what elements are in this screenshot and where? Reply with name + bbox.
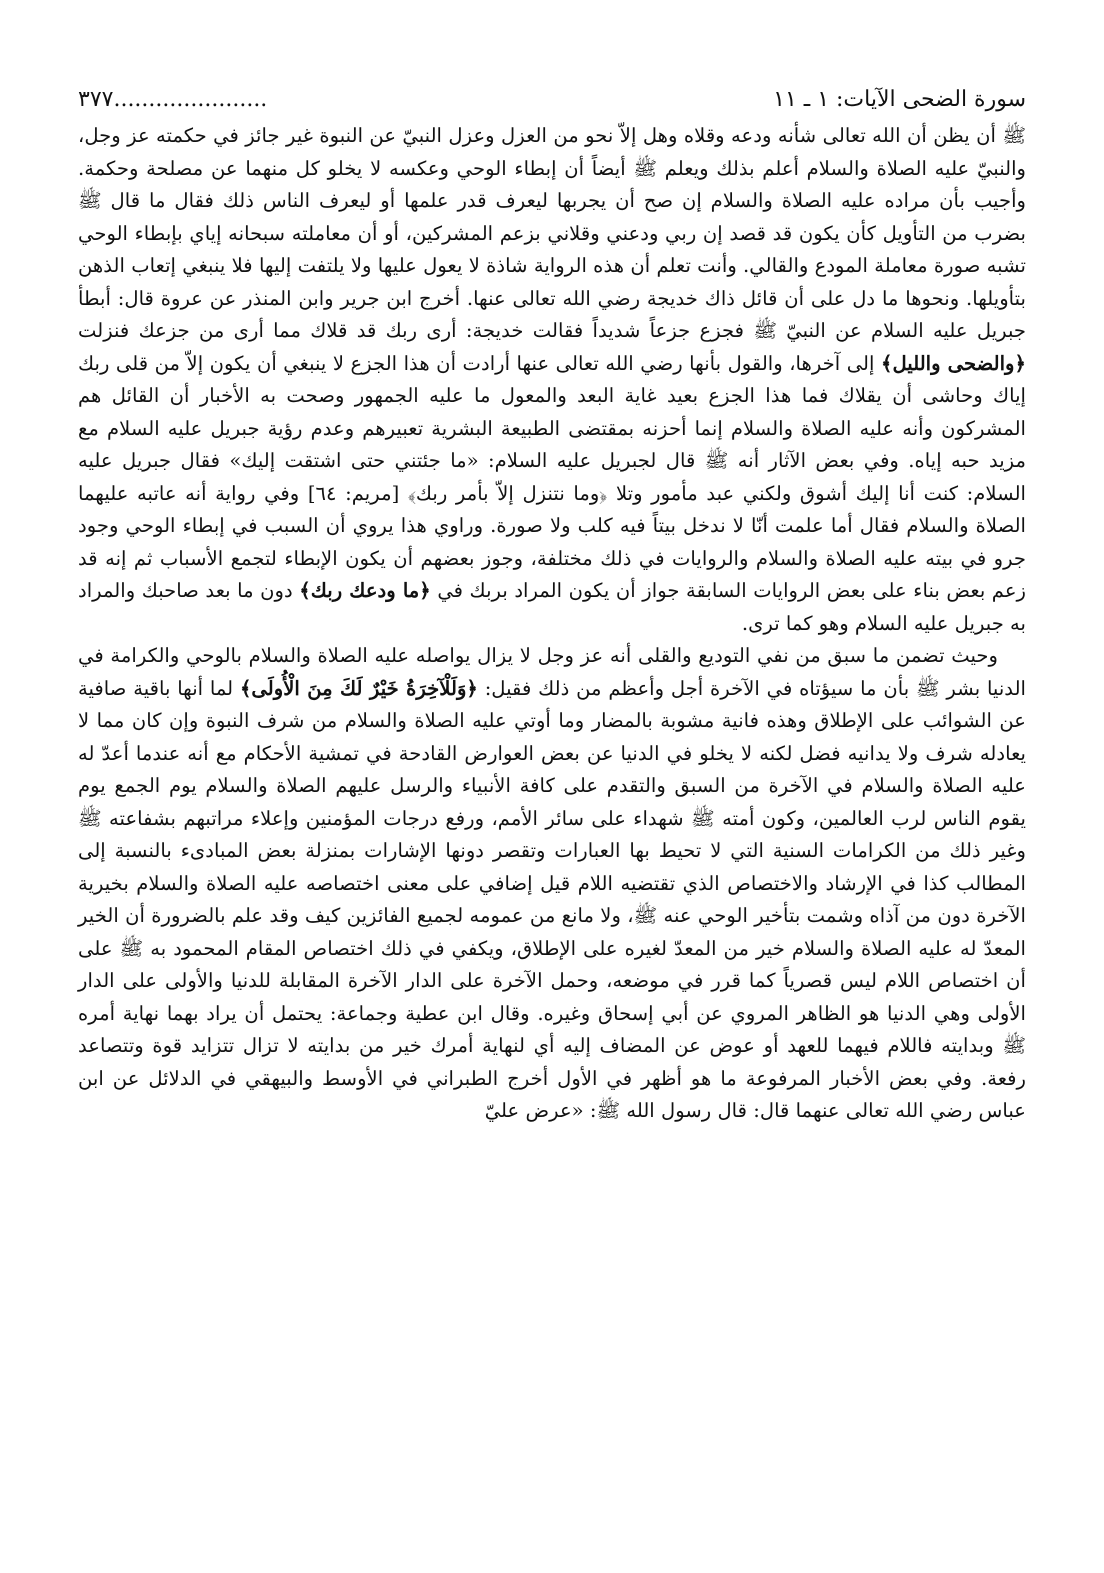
quran-quote: ﴿وما نتنزل إلاّ بأمر ربك﴾ (407, 481, 608, 505)
text-segment: دون ما بعد صاحبك والمراد به جبريل عليه السلام وهو كما ترى. (78, 579, 1026, 635)
body-text (78, 120, 1026, 1128)
quran-quote: ﴿ما ودعك ربك﴾ (299, 579, 431, 602)
text-segment: وحيث تضمن ما سبق من نفي التوديع والقلى أنه عز وجل لا يزال يواصله عليه الصلاة والسلام بالوحي والكرامة في الدنيا بشر ﷺ بأن ما سيؤتاه في الآخرة أجل وأعظم من ذلك فقيل: (78, 644, 1026, 700)
page-number: ٣٧٧...................... (78, 87, 268, 112)
paragraph (78, 120, 1026, 640)
text-segment: إلى آخرها، والقول بأنها رضي الله تعالى عنها أرادت أن هذا الجزع لا ينبغي أن يكون إلاّ من قلى ربك إياك وحاشى أن يقلاك فما هذا الجزع بعيد غاية البعد والمعول ما عليه الجمهور وصحت به الأخبار أن القائل هم المشركون وأنه عليه الصلاة والسلام إنما أحزنه بمقتضى الطبيعة البشرية تعبيرهم وعدم رؤية جبريل عليه السلام مع مزيد حبه إياه. وفي بعض الآثار أنه ﷺ قال لجبريل عليه السلام: «ما جئتني حتى اشتقت إليك» فقال جبريل عليه السلام: كنت أنا إليك أشوق ولكني عبد مأمور وتلا (78, 351, 1026, 505)
paragraph (78, 640, 1026, 1128)
quran-quote: ﴿وَلَلْآخِرَةُ خَيْرٌ لَكَ مِنَ الْأُولَى﴾ (239, 676, 478, 700)
text-segment: [مريم: ٦٤] وفي رواية أنه عاتبه عليهما الصلاة والسلام فقال أما علمت أنّا لا ندخل بيتاً فيه كلب ولا صورة. وراوي هذا يروي أن السبب في إبطاء الوحي وجود جرو في بيته عليه الصلاة والسلام والروايات في ذلك مختلفة، وجوز بعضهم أن يكون الإبطاء لتجمع الأسباب ثم إنه قد زعم بعض بناء على بعض الروايات السابقة جواز أن يكون المراد بربك في (78, 481, 1027, 602)
chapter-title: سورة الضحى الآيات: ١ ـ ١١ (773, 87, 1026, 112)
quran-quote: ﴿والضحى والليل﴾ (880, 351, 1027, 375)
text-segment: لما أنها باقية صافية عن الشوائب على الإطلاق وهذه فانية مشوبة بالمضار وما أوتي عليه الصلاة والسلام من شرف النبوة وإن كان مما لا يعادله شرف ولا يدانيه فضل لكنه لا يخلو في الدنيا عن بعض العوارض القادحة في تمشية الأحكام مع أنه عندما أعدّ له عليه الصلاة والسلام في الآخرة من السبق والتقدم على كافة الأنبياء والرسل عليهم الصلاة والسلام يوم الجمع يوم يقوم الناس لرب العالمين، وكون أمته ﷺ شهداء على سائر الأمم، ورفع درجات المؤمنين وإعلاء مراتبهم بشفاعته ﷺ وغير ذلك من الكرامات السنية التي لا تحيط بها العبارات وتقصر دونها الإشارات بمنزلة بعض المبادىء بالنسبة إلى المطالب كذا في الإرشاد والاختصاص الذي تقتضيه اللام قيل إضافي على معنى اختصاصه عليه الصلاة والسلام بخيرية الآخرة دون من آذاه وشمت بتأخير الوحي عنه ﷺ، ولا مانع من عمومه لجميع الفائزين كيف وقد علم بالضرورة أن الخير المعدّ له عليه الصلاة والسلام خير من المعدّ لغيره على الإطلاق، ويكفي في ذلك اختصاص المقام المحمود به ﷺ على أن اختصاص اللام ليس قصرياً كما قرر في موضعه، وحمل الآخرة على الدار الآخرة المقابلة للدنيا والأولى على الدار الأولى وهي الدنيا هو الظاهر المروي عن أبي إسحاق وغيره. وقال ابن عطية وجماعة: يحتمل أن يراد بهما نهاية أمره ﷺ وبدايته فاللام فيهما للعهد أو عوض عن المضاف إليه أي لنهاية أمرك خير من بدايته لا تزال تتزايد قوة وتتصاعد رفعة. وفي بعض الأخبار المرفوعة ما هو أظهر في الأول أخرج الطبراني في الأوسط والبيهقي في الدلائل عن ابن عباس رضي الله تعالى عنهما قال: قال رسول الله ﷺ: «عرض عليّ (78, 676, 1026, 1122)
running-header (78, 78, 1026, 112)
text-segment: ﷺ أن يظن أن الله تعالى شأنه ودعه وقلاه وهل إلاّ نحو من العزل وعزل النبيّ عن النبوة غير جائز في حكمته عز وجل، والنبيّ عليه الصلاة والسلام أعلم بذلك ويعلم ﷺ أيضاً أن إبطاء الوحي وعكسه لا يخلو كل منهما عن مصلحة وحكمة. وأجيب بأن مراده عليه الصلاة والسلام إن صح أن يجربها ليعرف قدر علمها أو ليعرف الناس ذلك فقال ما قال ﷺ بضرب من التأويل كأن يكون قد قصد إن ربي ودعني وقلاني بزعم المشركين، أو أن معاملته سبحانه إياي بإبطاء الوحي تشبه صورة معاملة المودع والقالي. وأنت تعلم أن هذه الرواية شاذة لا يعول عليها ولا يلتفت إليها فلا ينبغي إتعاب الذهن بتأويلها. ونحوها ما دل على أن قائل ذاك خديجة رضي الله تعالى عنها. أخرج ابن جرير وابن المنذر عن عروة قال: أبطأ جبريل عليه السلام عن النبيّ ﷺ فجزع جزعاً شديداً فقالت خديجة: أرى ربك قد قلاك مما أرى من جزعك فنزلت (78, 124, 1026, 342)
